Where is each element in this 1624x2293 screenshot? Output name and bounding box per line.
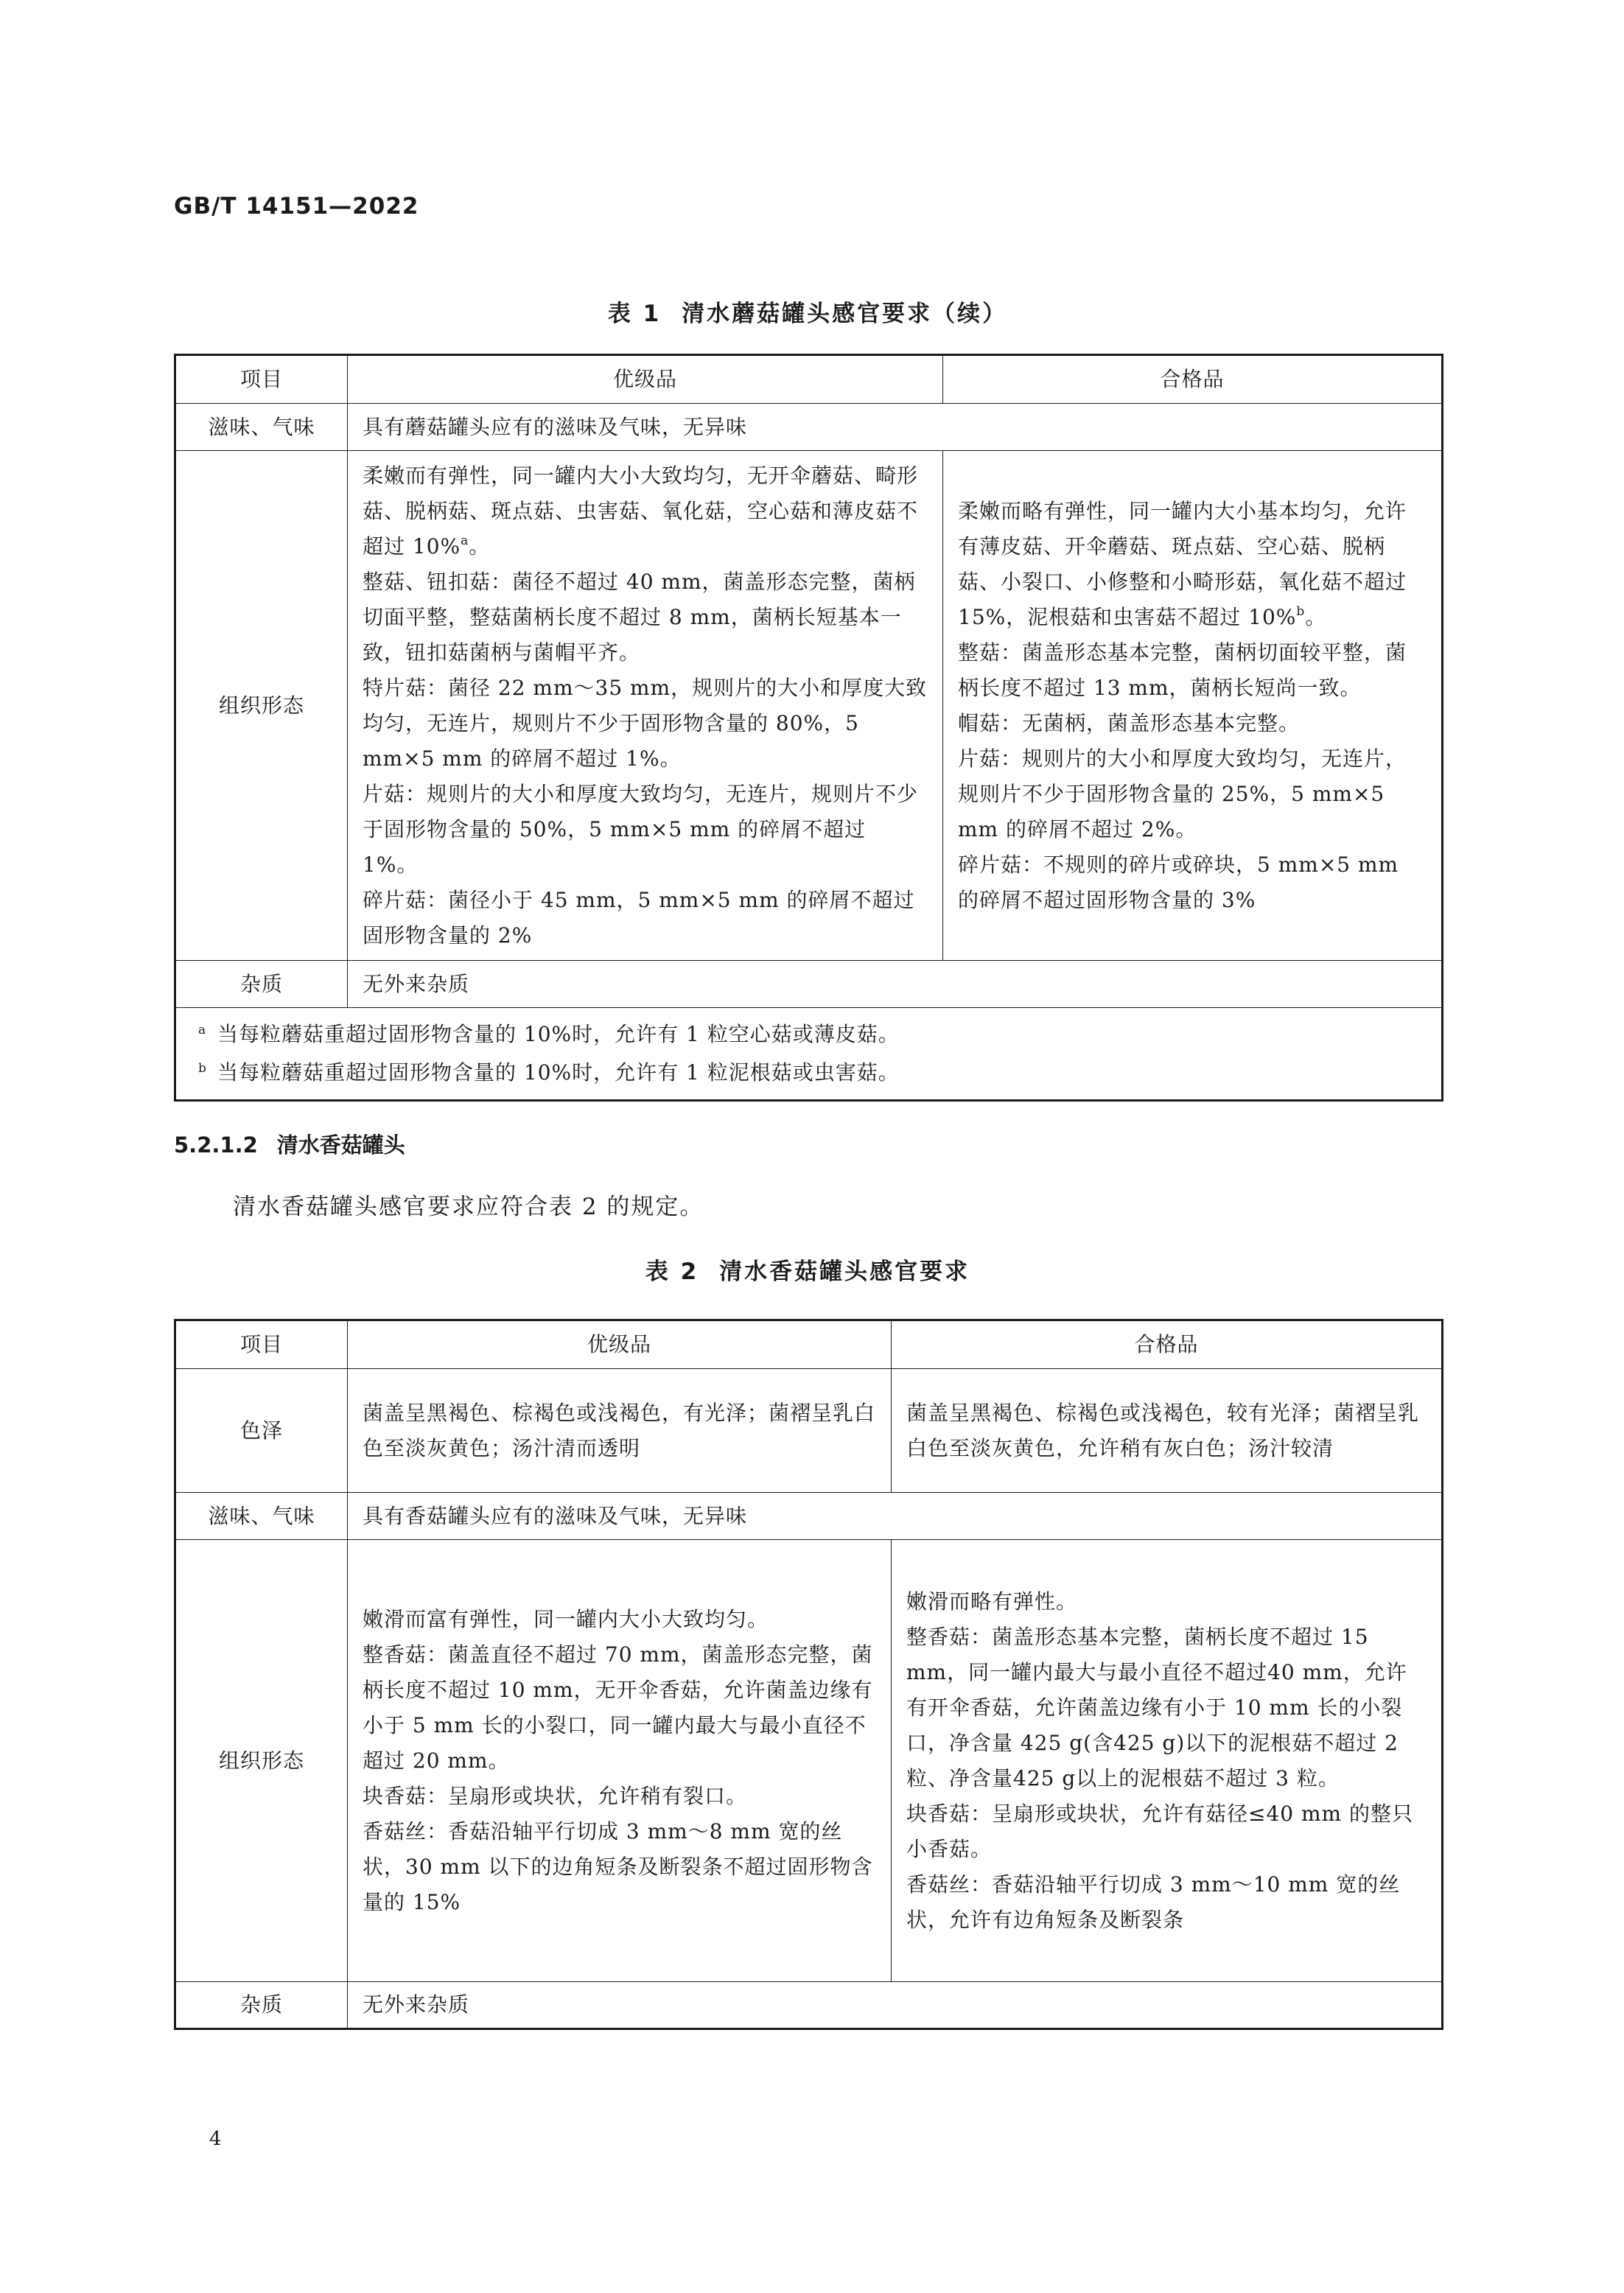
section-paragraph: 清水香菇罐头感官要求应符合表 2 的规定。 xyxy=(233,1194,704,1220)
table2-row-color xyxy=(175,1369,1443,1493)
table2-row-taste xyxy=(175,1493,1443,1540)
note-ref-b: b xyxy=(1296,603,1306,619)
table1-row-taste xyxy=(175,404,1443,451)
page-number: 4 xyxy=(209,2128,222,2150)
table1-number: 表 1 xyxy=(607,301,662,327)
table2-qualified-para: 香菇丝：香菇沿轴平行切成 3 mm～10 mm 宽的丝状，允许有边角短条及断裂条 xyxy=(906,1872,1401,1932)
table2-row-texture xyxy=(175,1540,1443,1982)
table2-caption xyxy=(174,1253,1441,1286)
note-mark-a: a xyxy=(198,1023,207,1037)
table1-qualified-intro: 柔嫩而略有弹性，同一罐内大小基本均匀，允许有薄皮菇、开伞蘑菇、斑点菇、空心菇、脱柄菇、小裂口、小修整和小畸形菇，氧化菇不超过 15%，泥根菇和虫害菇不超过 10% xyxy=(958,498,1407,629)
table1-row-impurity xyxy=(175,961,1443,1008)
table1-col-premium: 优级品 xyxy=(348,355,943,404)
table2-premium-para: 嫩滑而富有弹性，同一罐内大小大致均匀。 xyxy=(363,1606,769,1631)
table1-premium-para: 特片菇：菌径 22 mm～35 mm，规则片的大小和厚度大致均匀，无连片，规则片不少于固形物含量的 80%，5 mm×5 mm 的碎屑不超过 1%。 xyxy=(363,675,928,771)
table2-color-premium: 菌盖呈黑褐色、棕褐色或浅褐色，有光泽；菌褶呈乳白色至淡灰黄色；汤汁清而透明 xyxy=(348,1369,892,1493)
table1-texture-item: 组织形态 xyxy=(175,451,348,961)
table1-taste-item: 滋味、气味 xyxy=(175,404,348,451)
table1-row-texture xyxy=(175,451,1443,961)
table1-note-a xyxy=(198,1015,1412,1054)
table1-premium-text-0: 柔嫩而有弹性，同一罐内大小大致均匀，无开伞蘑菇、畸形菇、脱柄菇、斑点菇、虫害菇、氧化菇，空心菇和薄皮菇不超过 10% xyxy=(363,463,919,559)
table2-texture-item: 组织形态 xyxy=(175,1540,348,1982)
table2-impurity-value: 无外来杂质 xyxy=(348,1982,1443,2029)
table1-qualified-para: 帽菇：无菌柄，菌盖形态基本完整。 xyxy=(958,710,1301,735)
table1-premium-para: 片菇：规则片的大小和厚度大致均匀，无连片，规则片不少于固形物含量的 50%，5 mm×5 mm 的碎屑不超过 1%。 xyxy=(363,781,919,877)
section-number: 5.2.1.2 xyxy=(174,1133,258,1158)
table2-qualified-para: 块香菇：呈扇形或块状，允许有菇径≤40 mm 的整只小香菇。 xyxy=(906,1801,1413,1861)
table2-number: 表 2 xyxy=(645,1258,699,1285)
table1-impurity-value: 无外来杂质 xyxy=(348,961,1443,1008)
section-heading xyxy=(174,1129,405,1159)
table1-qualified-para xyxy=(958,494,1427,635)
table2-col-premium: 优级品 xyxy=(348,1320,892,1369)
table2-title: 清水香菇罐头感官要求 xyxy=(719,1258,970,1285)
table2-taste-value: 具有香菇罐头应有的滋味及气味，无异味 xyxy=(348,1493,1443,1540)
table2-premium-para: 香菇丝：香菇沿轴平行切成 3 mm～8 mm 宽的丝状，30 mm 以下的边角短条及断裂条不超过固形物含量的 15% xyxy=(363,1818,873,1914)
table1-title: 清水蘑菇罐头感官要求（续） xyxy=(682,301,1008,327)
note-text-b: 当每粒蘑菇重超过固形物含量的 10%时，允许有 1 粒泥根菇或虫害菇。 xyxy=(217,1060,900,1085)
table1-qualified-para: 整菇：菌盖形态基本完整，菌柄切面较平整，菌柄长度不超过 13 mm，菌柄长短尚一致。 xyxy=(958,640,1407,700)
table2-row-impurity xyxy=(175,1982,1443,2029)
table1-texture-qualified xyxy=(943,451,1443,961)
table1-premium-para: 柔嫩而有弹性，同一罐内大小大致均匀，无开伞蘑菇、畸形菇、脱柄菇、斑点菇、虫害菇、氧化菇，空心菇和薄皮菇不超过 10%$^a$。 xyxy=(363,463,919,559)
table1-note-b xyxy=(198,1054,1412,1092)
standard-code: GB/T 14151—2022 xyxy=(174,193,419,220)
table1-col-qualified: 合格品 xyxy=(943,355,1443,404)
section-title: 清水香菇罐头 xyxy=(276,1133,405,1158)
table1-notes-row xyxy=(175,1008,1443,1101)
table1-taste-value: 具有蘑菇罐头应有的滋味及气味，无异味 xyxy=(348,404,1443,451)
table1-header-row xyxy=(175,355,1443,404)
note-text-a: 当每粒蘑菇重超过固形物含量的 10%时，允许有 1 粒空心菇或薄皮菇。 xyxy=(217,1022,900,1046)
table2-taste-item: 滋味、气味 xyxy=(175,1493,348,1540)
table2-impurity-item: 杂质 xyxy=(175,1982,348,2029)
table1-premium-para: 整菇、钮扣菇：菌径不超过 40 mm，菌盖形态完整，菌柄切面平整，整菇菌柄长度不超过 8 mm，菌柄长短基本一致，钮扣菇菌柄与菌帽平齐。 xyxy=(363,569,916,665)
table1 xyxy=(174,354,1443,1102)
table1-qualified-para: 片菇：规则片的大小和厚度大致均匀，无连片，规则片不少于固形物含量的 25%，5 mm×5 mm 的碎屑不超过 2%。 xyxy=(958,746,1407,841)
table1-notes xyxy=(175,1008,1443,1101)
table2-texture-qualified xyxy=(892,1540,1443,1982)
table1-qualified-para: 碎片菇：不规则的碎片或碎块，5 mm×5 mm 的碎屑不超过固形物含量的 3% xyxy=(958,852,1399,912)
table2-col-item: 项目 xyxy=(175,1320,348,1369)
table2-qualified-para: 整香菇：菌盖形态基本完整，菌柄长度不超过 15 mm，同一罐内最大与最小直径不超过40 mm，允许有开伞香菇，允许菌盖边缘有小于 10 mm 长的小裂口，净含量 425 g(含425 g)以下的泥根菇不超过 2 粒、净含量425 g以上的泥根菇不超过 3 粒。 xyxy=(906,1624,1407,1790)
note-ref-a: a xyxy=(461,533,469,548)
table1-col-item: 项目 xyxy=(175,355,348,404)
table2 xyxy=(174,1319,1443,2030)
table1-texture-premium xyxy=(348,451,943,961)
table2-premium-para: 块香菇：呈扇形或块状，允许稍有裂口。 xyxy=(363,1783,748,1808)
table2-qualified-para: 嫩滑而略有弹性。 xyxy=(906,1589,1078,1614)
table1-premium-para: 碎片菇：菌径小于 45 mm，5 mm×5 mm 的碎屑不超过固形物含量的 2% xyxy=(363,887,915,948)
table2-header-row xyxy=(175,1320,1443,1369)
table2-texture-premium xyxy=(348,1540,892,1982)
table2-color-qualified: 菌盖呈黑褐色、棕褐色或浅褐色，较有光泽；菌褶呈乳白色至淡灰黄色，允许稍有灰白色；汤汁较清 xyxy=(892,1369,1443,1493)
table2-premium-para: 整香菇：菌盖直径不超过 70 mm，菌盖形态完整，菌柄长度不超过 10 mm，无开伞香菇，允许菌盖边缘有小于 5 mm 长的小裂口，同一罐内最大与最小直径不超过 20 mm。 xyxy=(363,1642,873,1773)
table1-qualified-intro-end: 。 xyxy=(1305,604,1327,629)
table2-color-item: 色泽 xyxy=(175,1369,348,1493)
table1-caption xyxy=(174,295,1441,328)
table1-impurity-item: 杂质 xyxy=(175,961,348,1008)
table2-col-qualified: 合格品 xyxy=(892,1320,1443,1369)
note-mark-b: b xyxy=(198,1061,207,1076)
